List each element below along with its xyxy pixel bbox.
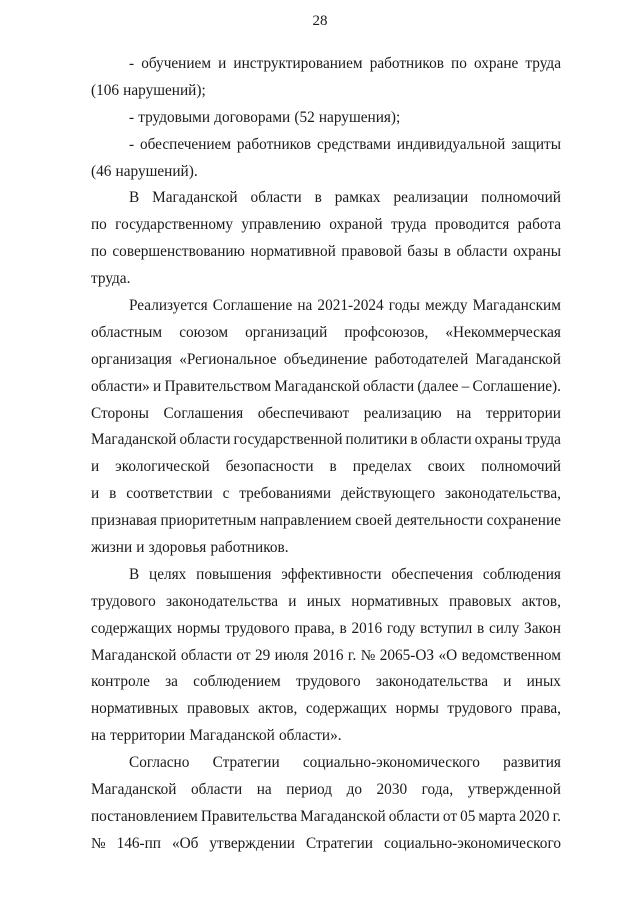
word: за <box>165 673 178 691</box>
word: между <box>425 297 468 315</box>
word: трудового <box>295 673 361 691</box>
word: законодательства <box>375 673 488 691</box>
word: 2016 <box>351 619 383 637</box>
word: защиты <box>511 135 561 153</box>
word: повышения <box>196 565 272 583</box>
word: инструктированием <box>233 55 363 72</box>
word: от <box>442 807 458 825</box>
word: 2030 <box>376 781 408 799</box>
word: нарушений). <box>115 162 198 180</box>
text-line <box>91 132 561 159</box>
word: 29 <box>254 646 271 664</box>
word: работников <box>369 55 444 72</box>
text-line <box>91 159 561 186</box>
word: № <box>360 646 376 664</box>
word: жизни <box>91 539 133 557</box>
word: охраны <box>513 243 561 261</box>
text-line <box>91 804 561 831</box>
word: договорами <box>214 108 291 126</box>
word: года, <box>421 781 454 799</box>
word: Стратегии <box>212 754 280 772</box>
word: Магаданской <box>189 727 275 745</box>
word: права, <box>520 700 561 718</box>
word: проводится <box>434 216 510 234</box>
word: контроле <box>91 673 150 691</box>
word: труда <box>525 431 561 449</box>
word: политики <box>345 431 408 449</box>
word: эффективности <box>281 565 382 583</box>
word: годы <box>388 297 420 315</box>
word: и <box>91 485 100 503</box>
word: работа <box>517 216 561 234</box>
word: нарушения); <box>318 108 401 126</box>
word: содержащих <box>91 619 173 637</box>
word: области» <box>91 377 150 395</box>
word: безопасности <box>225 458 314 476</box>
word: июля <box>274 646 309 664</box>
text-line <box>91 696 561 723</box>
text-line <box>91 51 561 78</box>
word: профсоюзов, <box>344 323 429 341</box>
word: реализации <box>393 189 469 207</box>
word: с <box>222 485 230 503</box>
word: Магаданской <box>91 646 177 664</box>
word: социально-экономического <box>383 834 561 852</box>
word: в <box>314 189 322 207</box>
word: охране <box>473 55 519 72</box>
word: обеспечения <box>391 565 474 583</box>
word: Реализуется <box>129 297 208 315</box>
word: экологической <box>115 458 210 476</box>
text-line <box>91 750 561 777</box>
word: ведомственном <box>461 646 561 664</box>
word: базы <box>407 243 439 261</box>
word: постановлением <box>91 807 198 825</box>
word: Магаданской <box>274 377 360 395</box>
word: области <box>250 189 302 207</box>
word: социально-экономического <box>302 754 480 772</box>
word: работников <box>236 135 312 153</box>
word: – <box>461 377 470 395</box>
word: Согласно <box>129 754 190 772</box>
word: «Некоммерческая <box>445 323 561 341</box>
word: Магаданским <box>472 297 561 315</box>
word: нормативных <box>351 592 439 610</box>
word: трудовыми <box>138 108 211 126</box>
word: союзом <box>179 323 229 341</box>
page-number: 28 <box>312 13 328 29</box>
word: в <box>339 619 347 637</box>
word: - <box>129 135 135 153</box>
word: Правительства <box>200 807 298 825</box>
text-line <box>91 508 561 535</box>
word: области <box>179 431 231 449</box>
word: (106 <box>91 81 120 99</box>
word: «О <box>438 646 458 664</box>
word: охраны <box>474 431 523 449</box>
word: Соглашения <box>163 404 244 422</box>
word: вступил <box>420 619 473 637</box>
word: области <box>180 646 233 664</box>
word: здоровья <box>148 539 207 557</box>
word: и <box>153 377 162 395</box>
word: на <box>91 727 106 745</box>
word: утверждении <box>209 834 295 852</box>
word: охраной <box>329 216 383 234</box>
word: от <box>236 646 251 664</box>
word: содержащих <box>305 700 388 718</box>
word: в <box>443 243 451 261</box>
word: по <box>451 55 467 72</box>
word: по <box>91 216 107 234</box>
word: Магаданской <box>91 431 177 449</box>
word: государственной <box>233 431 343 449</box>
word: территории <box>110 727 186 745</box>
word: и <box>91 458 100 476</box>
word: на <box>297 297 313 315</box>
word: 2020 <box>518 807 550 825</box>
text-line <box>91 831 561 858</box>
word: области <box>456 243 508 261</box>
word: период <box>286 781 333 799</box>
word: трудового <box>91 592 156 610</box>
word: 2065-ОЗ <box>379 646 435 664</box>
text-line <box>91 347 561 374</box>
word: нормативных <box>91 700 179 718</box>
word: нормативной <box>250 243 336 261</box>
word: организаций <box>245 323 328 341</box>
word: объединение <box>283 350 368 368</box>
word: трудового <box>447 700 513 718</box>
word: соблюдения <box>482 565 561 583</box>
word: и <box>288 592 297 610</box>
word: обеспечением <box>139 135 232 153</box>
word: соответствии <box>126 485 213 503</box>
text-line <box>91 777 561 804</box>
text-line <box>91 374 561 401</box>
word: Магаданской <box>152 189 238 207</box>
word: в <box>109 485 117 503</box>
word: реализацию <box>363 404 442 422</box>
word: целях <box>149 565 187 583</box>
word: правовых <box>187 700 250 718</box>
word: 146-пп <box>116 834 161 852</box>
text-line <box>91 212 561 239</box>
word: утвержденной <box>467 781 561 799</box>
word: Стратегии <box>305 834 373 852</box>
word: по <box>91 243 107 261</box>
word: и <box>503 673 512 691</box>
word: на <box>456 404 472 422</box>
word: правовых <box>448 592 512 610</box>
word: труда <box>390 216 427 234</box>
word: Соглашение). <box>472 377 561 395</box>
word: требованиями <box>239 485 332 503</box>
text-line <box>91 320 561 347</box>
word: сохранение <box>486 512 561 530</box>
text-line <box>91 669 561 696</box>
word: признавая <box>91 512 157 530</box>
word: (46 <box>91 162 112 180</box>
word: труда <box>525 55 561 72</box>
word: в <box>329 458 337 476</box>
word: области <box>191 781 243 799</box>
word: области <box>420 431 472 449</box>
text-line <box>91 427 561 454</box>
word: нормы <box>395 700 439 718</box>
word: (52 <box>294 108 315 126</box>
word: Магаданской <box>475 350 561 368</box>
word: и <box>136 539 145 557</box>
word: правовой <box>341 243 402 261</box>
word: «Региональное <box>179 350 277 368</box>
word: 2021-2024 <box>317 297 384 315</box>
word: труда. <box>91 270 131 288</box>
word: пределах <box>352 458 412 476</box>
word: силу <box>489 619 520 637</box>
word: законодательства <box>165 592 279 610</box>
word: иных <box>306 592 342 610</box>
word: нормы <box>176 619 221 637</box>
word: полномочий <box>481 458 561 476</box>
text-line <box>91 401 561 428</box>
word: средствами <box>317 135 391 153</box>
word: актов, <box>258 700 298 718</box>
word: территории <box>485 404 561 422</box>
word: - <box>129 108 135 126</box>
text-line <box>91 643 561 670</box>
word: трудового <box>224 619 290 637</box>
word: г. <box>552 807 561 825</box>
word: полномочий <box>481 189 561 207</box>
word: иных <box>526 673 561 691</box>
word: организация <box>91 350 172 368</box>
word: работников. <box>210 539 289 557</box>
text-line <box>91 723 561 750</box>
text-line <box>91 535 561 562</box>
word: обучением <box>141 55 212 72</box>
word: Соглашение <box>212 297 293 315</box>
word: в <box>477 619 485 637</box>
word: своей <box>355 512 392 530</box>
word: году <box>386 619 416 637</box>
word: работодателей <box>374 350 469 368</box>
word: соблюдением <box>193 673 281 691</box>
word: «Об <box>171 834 199 852</box>
word: В <box>129 565 140 583</box>
word: Закон <box>524 619 561 637</box>
word: направлением <box>259 512 352 530</box>
text-line <box>91 589 561 616</box>
word: приоритетным <box>160 512 257 530</box>
text-line <box>91 78 561 105</box>
word: на <box>256 781 272 799</box>
text-line <box>91 481 561 508</box>
word: права, <box>294 619 335 637</box>
word: области <box>388 807 440 825</box>
word: законодательства, <box>445 485 561 503</box>
text-line <box>91 562 561 589</box>
word: области». <box>278 727 342 745</box>
word: рамках <box>334 189 381 207</box>
word: 05 <box>460 807 476 825</box>
word: марта <box>478 807 516 825</box>
word: Правительством <box>164 377 272 395</box>
word: управлению <box>241 216 321 234</box>
text-line <box>91 616 561 643</box>
word: актов, <box>521 592 561 610</box>
word: индивидуальной <box>396 135 506 153</box>
word: областным <box>91 323 163 341</box>
document-body <box>91 51 561 858</box>
word: Магаданской <box>300 807 386 825</box>
word: государственному <box>115 216 234 234</box>
word: развития <box>503 754 561 772</box>
word: Стороны <box>91 404 149 422</box>
word: В <box>129 189 140 207</box>
word: в <box>410 431 418 449</box>
word: до <box>346 781 362 799</box>
text-line <box>91 105 561 132</box>
text-line <box>91 293 561 320</box>
word: совершенствованию <box>112 243 245 261</box>
text-line <box>91 185 561 212</box>
word: и <box>218 55 227 72</box>
word: деятельности <box>395 512 484 530</box>
word: (далее <box>417 377 459 395</box>
word: Магаданской <box>91 781 177 799</box>
word: 2016 <box>312 646 344 664</box>
text-line <box>91 454 561 481</box>
word: обеспечивают <box>257 404 350 422</box>
word: - <box>129 55 135 72</box>
word: области <box>363 377 415 395</box>
word: нарушений); <box>123 81 206 99</box>
text-line <box>91 239 561 266</box>
word: своих <box>427 458 466 476</box>
word: действующего <box>341 485 436 503</box>
text-line <box>91 266 561 293</box>
word: г. <box>347 646 357 664</box>
word: № <box>91 834 106 852</box>
